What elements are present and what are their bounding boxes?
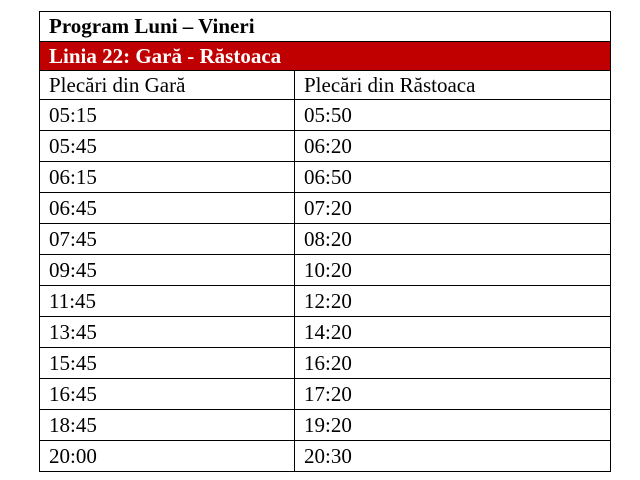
line-banner: Linia 22: Gară - Răstoaca bbox=[40, 42, 611, 71]
schedule-title: Program Luni – Vineri bbox=[40, 12, 611, 42]
departure-time-gara: 05:15 bbox=[40, 100, 295, 131]
departure-time-rastoaca: 08:20 bbox=[295, 224, 611, 255]
table-row bbox=[40, 100, 611, 131]
schedule-table-body bbox=[40, 12, 611, 472]
departure-time-gara: 09:45 bbox=[40, 255, 295, 286]
departure-time-rastoaca: 14:20 bbox=[295, 317, 611, 348]
table-row bbox=[40, 224, 611, 255]
table-row bbox=[40, 131, 611, 162]
departure-time-gara: 16:45 bbox=[40, 379, 295, 410]
schedule-table bbox=[39, 11, 611, 472]
departure-time-rastoaca: 20:30 bbox=[295, 441, 611, 472]
departure-time-gara: 11:45 bbox=[40, 286, 295, 317]
departure-time-gara: 05:45 bbox=[40, 131, 295, 162]
table-row bbox=[40, 255, 611, 286]
departure-time-rastoaca: 06:20 bbox=[295, 131, 611, 162]
table-row bbox=[40, 162, 611, 193]
column-header-departures-rastoaca: Plecări din Răstoaca bbox=[295, 71, 611, 100]
column-header-row bbox=[40, 71, 611, 100]
departure-time-gara: 06:15 bbox=[40, 162, 295, 193]
line-banner-row bbox=[40, 42, 611, 71]
departure-time-rastoaca: 12:20 bbox=[295, 286, 611, 317]
departure-time-rastoaca: 07:20 bbox=[295, 193, 611, 224]
departure-time-gara: 18:45 bbox=[40, 410, 295, 441]
table-row bbox=[40, 410, 611, 441]
title-row bbox=[40, 12, 611, 42]
departure-time-rastoaca: 10:20 bbox=[295, 255, 611, 286]
table-row bbox=[40, 286, 611, 317]
departure-time-gara: 06:45 bbox=[40, 193, 295, 224]
table-row bbox=[40, 317, 611, 348]
table-row bbox=[40, 348, 611, 379]
departure-time-gara: 15:45 bbox=[40, 348, 295, 379]
departure-time-rastoaca: 19:20 bbox=[295, 410, 611, 441]
column-header-departures-gara: Plecări din Gară bbox=[40, 71, 295, 100]
table-row bbox=[40, 193, 611, 224]
table-row bbox=[40, 441, 611, 472]
departure-time-gara: 07:45 bbox=[40, 224, 295, 255]
schedule-document bbox=[39, 11, 610, 472]
departure-time-rastoaca: 05:50 bbox=[295, 100, 611, 131]
departure-time-rastoaca: 16:20 bbox=[295, 348, 611, 379]
departure-time-gara: 13:45 bbox=[40, 317, 295, 348]
departure-time-gara: 20:00 bbox=[40, 441, 295, 472]
departure-time-rastoaca: 06:50 bbox=[295, 162, 611, 193]
departure-time-rastoaca: 17:20 bbox=[295, 379, 611, 410]
table-row bbox=[40, 379, 611, 410]
